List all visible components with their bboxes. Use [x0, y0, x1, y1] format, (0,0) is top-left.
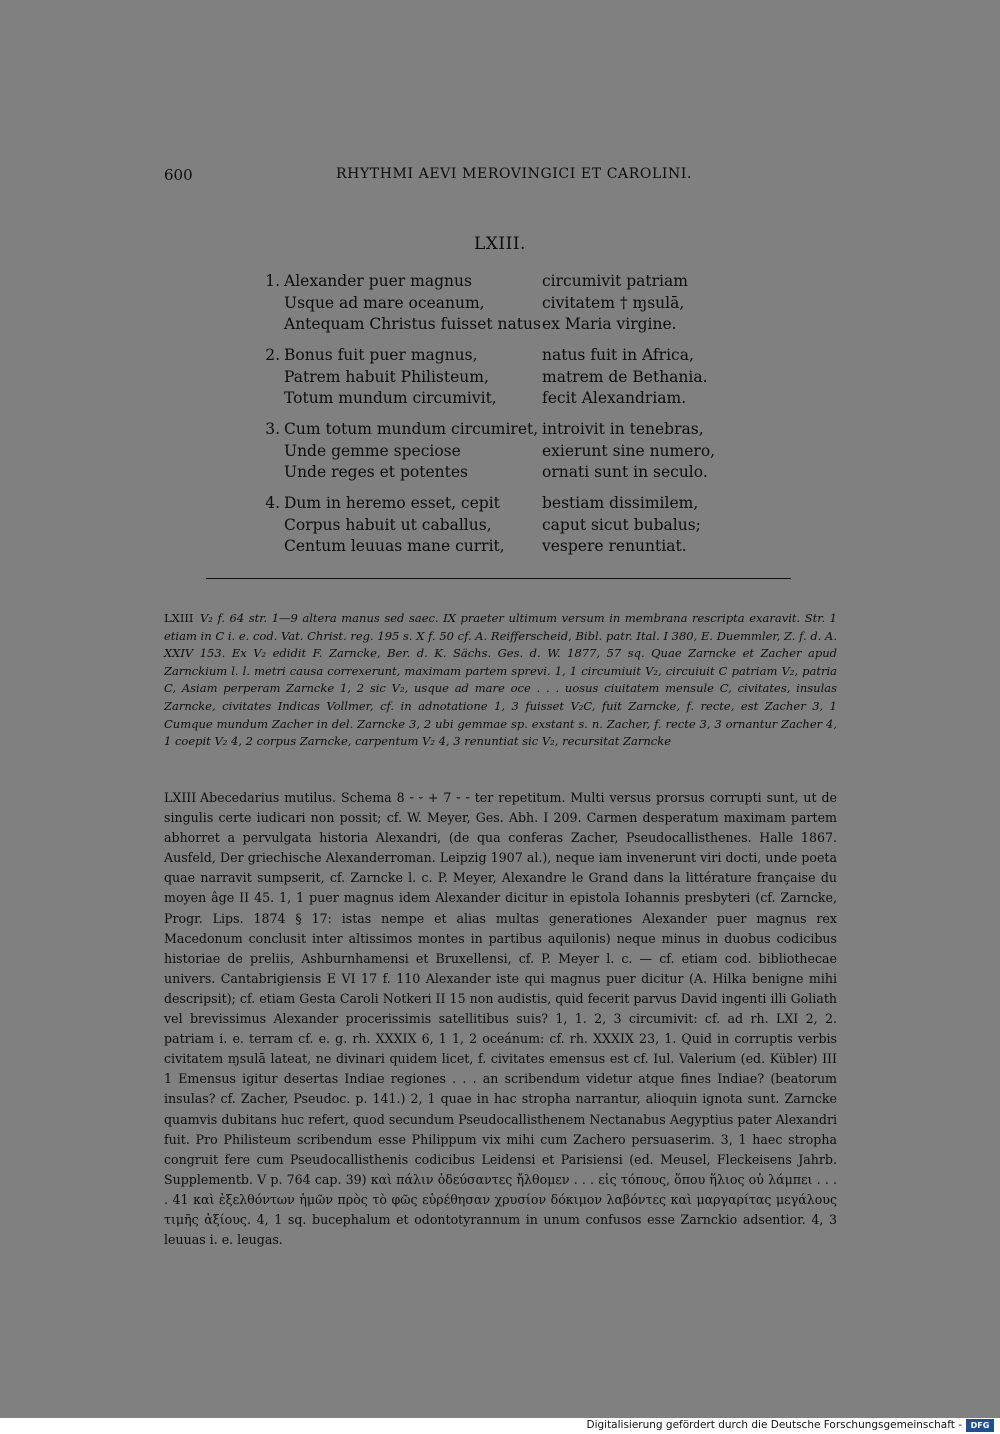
- apparatus-lead: LXIII: [164, 611, 194, 625]
- stanza-number: 2.: [265, 346, 280, 364]
- verse-right: circumivit patriam: [542, 272, 688, 290]
- stanza-number: 1.: [265, 272, 280, 290]
- stanza: [0, 419, 1000, 491]
- footer-bar: [0, 1418, 1000, 1434]
- verse-left: Unde gemme speciose: [284, 441, 461, 460]
- verse-line: [0, 388, 1000, 410]
- verse-line: [0, 345, 1000, 367]
- verse-line: [0, 271, 1000, 293]
- footer-text: Digitalisierung gefördert durch die Deutsche Forschungsgemeinschaft -: [586, 1419, 962, 1431]
- verse-left: Usque ad mare oceanum,: [284, 293, 485, 312]
- stanza-number: 4.: [265, 494, 280, 512]
- verse-line: [0, 515, 1000, 537]
- poem-number: LXIII.: [474, 234, 526, 254]
- verse-left: Unde reges et potentes: [284, 463, 468, 481]
- page-number: 600: [164, 166, 193, 184]
- verse-right: fecit Alexandriam.: [542, 389, 687, 407]
- commentary-text: Abecedarius mutilus. Schema 8 ⏑ ⏑ + 7 ⏑ ⏑ ter repetitum. Multi versus prorsus corrupti sunt, ut de singulis certe iudicari non possit; cf. W. Meyer, Ges. Abh. I 209. Carmen desperatum maximam partem abhorret a pervulgata historia Alexandri, (de qua conferas Zacher, Pseudocallisthenes. Halle 1867. Ausfeld, Der griechische Alexanderroman. Leipzig 1907 al.), neque iam invenerunt viri docti, unde poeta quae narravit sumpserit, cf. Zarncke l. c. P. Meyer, Alexandre le Grand dans la littérature française du moyen âge II 45. 1, 1 puer magnus idem Alexander dicitur in epistola Iohannis presbyteri (cf. Zarncke, Progr. Lips. 1874 § 17: istas nempe et alias multas generationes Alexander puer magnus rex Macedonum conclusit inter altissimos montes in partibus aquilonis) neque minus in duobus codicibus historiae de preliis, Ashburnhamensi et Bruxellensi, cf. P. Meyer l. c. — cf. etiam cod. bibliothecae univers. Cantabrigiensis E VI 17 f. 110 Alexander iste qui magnus puer dicitur (A. Hilka benigne mihi descripsit); cf. etiam Gesta Caroli Notkeri II 15 non audistis, quid fecerit parvus David ingenti illi Goliath vel brevissimus Alexander procerissimis satellitibus suis? 1, 1. 2, 3 circumivit: cf. ad rh. LXI 2, 2. patriam i. e. terram cf. e. g. rh. XXXIX 6, 1 1, 2 oceánum: cf. rh. XXXIX 23, 1. Quid in corruptis verbis civitatem ɱsulā lateat, ne divinari quidem licet, f. civitates emensus est cf. Iul. Valerium (ed. Kübler) III 1 Emensus igitur desertas Indiae regiones . . . an scribendum videtur atque fines Indiae? (beatorum insulas? cf. Zacher, Pseudoc. p. 141.) 2, 1 quae in hac stropha narrantur, alioquin ignota sunt. Zarncke quamvis dubitans huc refert, quod secundum Pseudocallisthenem Nectanabus Aegyptius pater Alexandri fuit. Pro Philisteum scribendum esse Philippum vix mihi cum Zachero persuaserim. 3, 1 haec stropha congruit fere cum Pseudocallisthenis codicibus Leidensi et Parisiensi (ed. Meusel, Fleckeisens Jahrb. Supplementb. V p. 764 cap. 39) καὶ πάλιν ὁδεύσαντες ἤλθομεν . . . εἰς τόπους, ὅπου ἥλιος οὐ λάμπει . . . . 41 καὶ ἐξελθόντων ἡμῶν πρὸς τὸ φῶς εὑρέθησαν χρυσίον δόκιμον λαβόντες καὶ μαργαρίτας μεγάλους τιμῆς ἀξίους. 4, 1 sq. bucephalum et odontotyrannum in unum confusos esse Zarnckio adsentior. 4, 3 leuuas i. e. leugas.: [164, 790, 837, 1248]
- verse-line: [0, 493, 1000, 515]
- stanza: [0, 493, 1000, 565]
- verse-right: vespere renuntiat.: [542, 537, 687, 555]
- verse-left: Totum mundum circumivit,: [284, 389, 497, 407]
- verse-line: [0, 419, 1000, 441]
- verse-right: civitatem † ɱsulā,: [542, 293, 685, 312]
- verse-line: [0, 367, 1000, 389]
- verse-line: [0, 441, 1000, 463]
- running-title: RHYTHMI AEVI MEROVINGICI ET CAROLINI.: [336, 166, 693, 182]
- verse-left: Alexander puer magnus: [284, 272, 472, 290]
- verse-left: Centum leuuas mane currit,: [284, 537, 505, 555]
- verse-left: Corpus habuit ut caballus,: [284, 515, 492, 534]
- verse-line: [0, 462, 1000, 484]
- verse-right: exierunt sine numero,: [542, 441, 716, 460]
- stanza: [0, 345, 1000, 417]
- verse-line: [0, 536, 1000, 558]
- verse-left: Bonus fuit puer magnus,: [284, 346, 478, 364]
- poem: [0, 271, 1000, 567]
- apparatus-text: V₂ f. 64 str. 1—9 altera manus sed saec. IX praeter ultimum versum in membrana rescripta exaravit. Str. 1 etiam in C i. e. cod. Vat. Christ. reg. 195 s. X f. 50 cf. A. Reifferscheid, Bibl. patr. Ital. I 380, E. Duemmler, Z. f. d. A. XXIV 153. Ex V₂ edidit F. Zarncke, Ber. d. K. Sächs. Ges. d. W. 1877, 57 sq. Quae Zarncke et Zacher apud Zarnckium l. l. metri causa correxerunt, maximam partem sprevi. 1, 1 circumiuit V₂, circuiuit C patriam V₂, patria C, Asiam perperam Zarncke 1, 2 sic V₂, usque ad mare oce . . . uosus ciuitatem mensule C, civitates, insulas Zarncke, civitates Indicas Vollmer, cf. in adnotatione 1, 3 fuisset V₂C, fuit Zarncke, f. recte, est Zacher 3, 1 Cumque mundum Zacher in del. Zarncke 3, 2 ubi gemmae sp. exstant s. n. Zacher, f. recte 3, 3 ornantur Zacher 4, 1 coepit V₂ 4, 2 corpus Zarncke, carpentum V₂ 4, 3 renuntiat sic V₂, recursitat Zarncke: [164, 611, 837, 749]
- stanza: [0, 271, 1000, 343]
- verse-right: natus fuit in Africa,: [542, 346, 694, 364]
- verse-left: Patrem habuit Philisteum,: [284, 367, 489, 386]
- verse-right: bestiam dissimilem,: [542, 494, 699, 512]
- verse-right: introivit in tenebras,: [542, 420, 704, 438]
- running-head: [0, 166, 1000, 188]
- verse-right: matrem de Bethania.: [542, 367, 708, 386]
- verse-right: ornati sunt in seculo.: [542, 463, 708, 481]
- verse-left: Dum in heremo esset, cepit: [284, 494, 500, 512]
- verse-left: Antequam Christus fuisset natus: [284, 315, 541, 333]
- commentary: [164, 788, 837, 1250]
- verse-left: Cum totum mundum circumiret,: [284, 420, 539, 438]
- critical-apparatus: [164, 610, 837, 751]
- separator-rule: [206, 578, 791, 579]
- verse-right: caput sicut bubalus;: [542, 515, 701, 534]
- verse-line: [0, 293, 1000, 315]
- verse-right: ex Maria virgine.: [542, 315, 677, 333]
- stanza-number: 3.: [265, 420, 280, 438]
- verse-line: [0, 314, 1000, 336]
- commentary-lead: LXIII: [164, 790, 197, 805]
- dfg-logo: DFG: [966, 1419, 994, 1432]
